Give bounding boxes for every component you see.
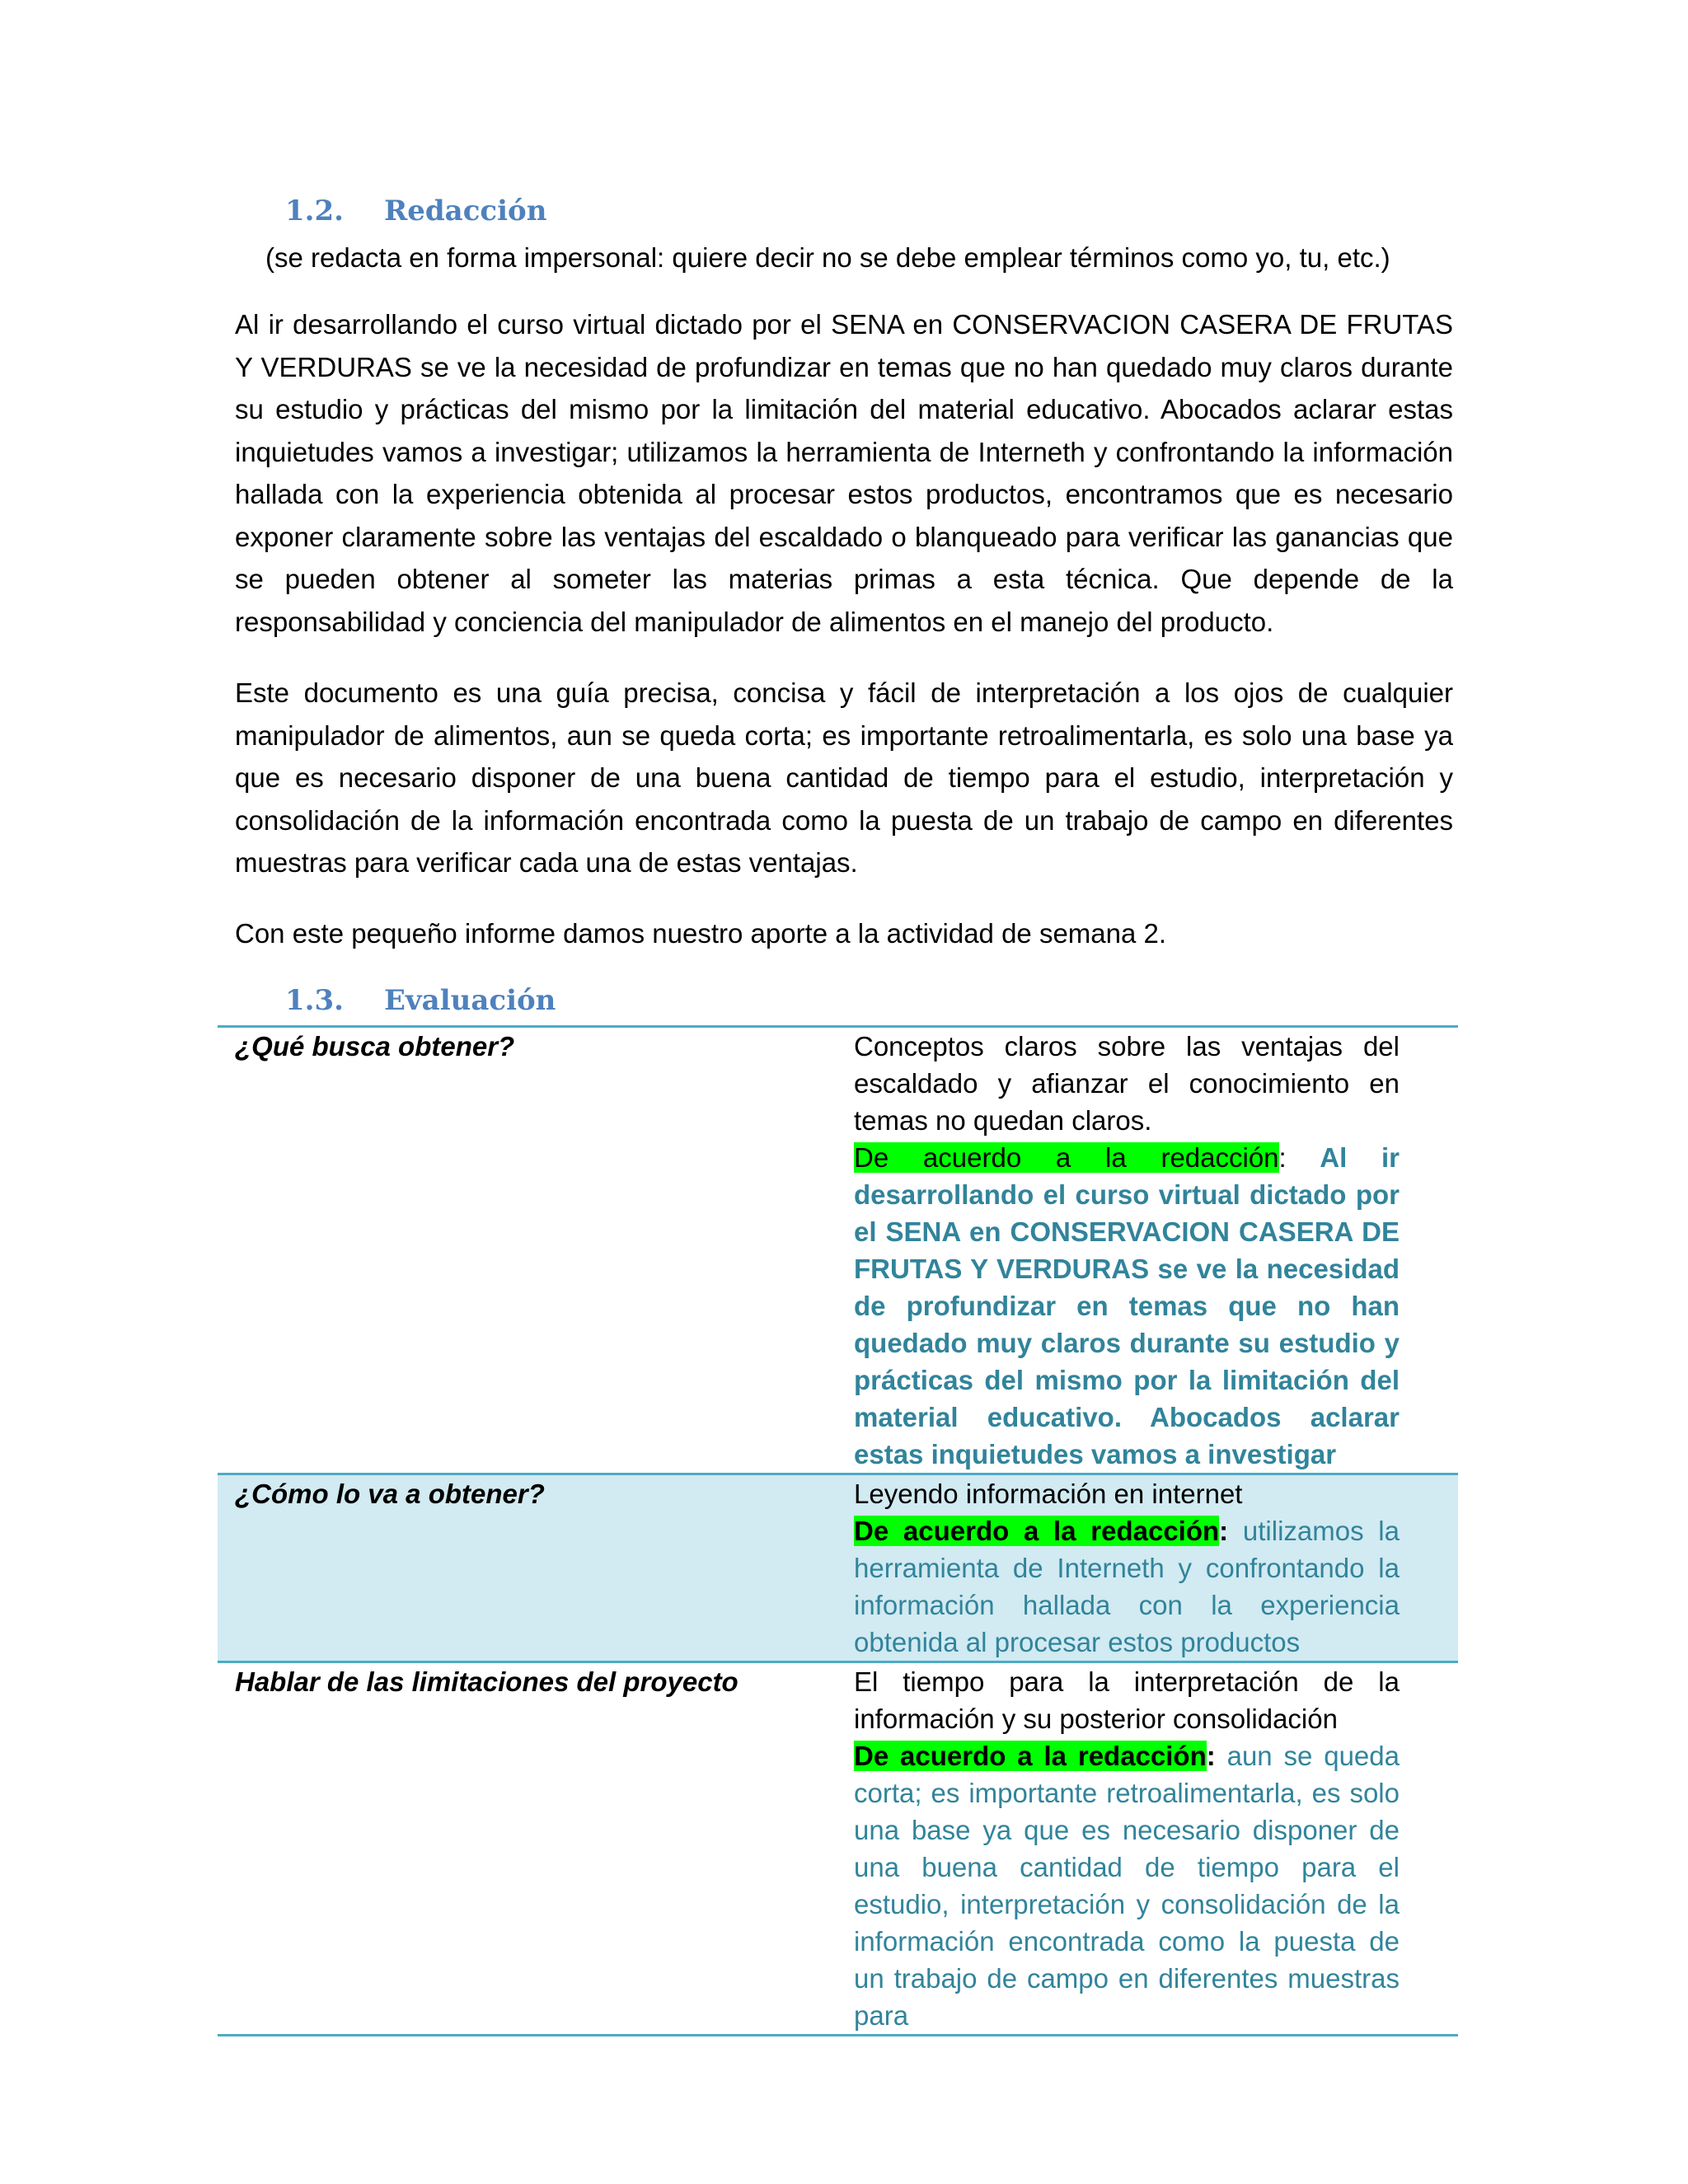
section-heading-redaccion bbox=[285, 194, 546, 227]
row-value-cell bbox=[854, 1663, 1414, 2034]
paragraph-3: Con este pequeño informe damos nuestro aporte a la actividad de semana 2. bbox=[235, 918, 1167, 949]
row-value-cell bbox=[854, 1028, 1414, 1473]
redaccion-note: (se redacta en forma impersonal: quiere decir no se debe emplear términos como yo, tu, etc.) bbox=[265, 242, 1390, 273]
reference-separator: : bbox=[1219, 1516, 1229, 1546]
reference-label: De acuerdo a la redacción bbox=[854, 1741, 1207, 1771]
row-value-cell bbox=[854, 1475, 1414, 1661]
row-label: ¿Cómo lo va a obtener? bbox=[235, 1479, 545, 1509]
reference-text: Al ir desarrollando el curso virtual dictado por el SENA en CONSERVACION CASERA DE FRUTAS Y VERDURAS se ve la necesidad de profundizar en temas que no han quedado muy claros durante su estudio y prácticas del mismo por la limitación del material educativo. Abocados aclarar estas inquietudes vamos a investigar bbox=[854, 1142, 1400, 1469]
section-number: 1.3. bbox=[285, 984, 344, 1017]
section-heading-evaluacion bbox=[285, 984, 556, 1017]
section-title: Redacción bbox=[384, 194, 547, 227]
section-title: Evaluación bbox=[384, 984, 556, 1017]
row-value: Conceptos claros sobre las ventajas del escaldado y afianzar el conocimiento en temas no quedan claros. bbox=[854, 1031, 1400, 1136]
table-row bbox=[218, 1028, 1458, 1473]
table-row bbox=[218, 1473, 1458, 1661]
reference-label: De acuerdo a la redacción bbox=[854, 1142, 1279, 1173]
row-label: Hablar de las limitaciones del proyecto bbox=[235, 1666, 738, 1697]
row-value: Leyendo información en internet bbox=[854, 1479, 1243, 1509]
section-number: 1.2. bbox=[285, 194, 344, 227]
reference-label: De acuerdo a la redacción bbox=[854, 1516, 1220, 1546]
row-value: El tiempo para la interpretación de la información y su posterior consolidación bbox=[854, 1666, 1400, 1734]
reference-separator: : bbox=[1278, 1142, 1287, 1173]
paragraph-2: Este documento es una guía precisa, concisa y fácil de interpretación a los ojos de cualquier manipulador de alimentos, aun se queda corta; es importante retroalimentarla, es solo una base ya que es necesario disponer de una buena cantidad de tiempo para el estudio, interpretación y consolidación de la información encontrada como la puesta de un trabajo de campo en diferentes muestras para verificar cada una de estas ventajas. bbox=[235, 677, 1453, 878]
reference-text: aun se queda corta; es importante retroalimentarla, es solo una base ya que es necesario disponer de una buena cantidad de tiempo para el estudio, interpretación y consolidación de la información encontrada como la puesta de un trabajo de campo en diferentes muestras para bbox=[854, 1741, 1400, 2031]
table-row bbox=[218, 1661, 1458, 2034]
reference-separator: : bbox=[1206, 1741, 1216, 1771]
reference-text: utilizamos la herramienta de Interneth y confrontando la información hallada con la experiencia obtenida al procesar estos productos bbox=[854, 1516, 1400, 1657]
paragraph-1: Al ir desarrollando el curso virtual dictado por el SENA en CONSERVACION CASERA DE FRUTAS Y VERDURAS se ve la necesidad de profundizar en temas que no han quedado muy claros durante su estudio y prácticas del mismo por la limitación del material educativo. Abocados aclarar estas inquietudes vamos a investigar; utilizamos la herramienta de Interneth y confrontando la información hallada con la experiencia obtenida al procesar estos productos, encontramos que es necesario exponer claramente sobre las ventajas del escaldado o blanqueado para verificar las ganancias que se pueden obtener al someter las materias primas a esta técnica. Que depende de la responsabilidad y conciencia del manipulador de alimentos en el manejo del producto. bbox=[235, 309, 1453, 637]
evaluation-table bbox=[218, 1025, 1458, 2036]
row-label: ¿Qué busca obtener? bbox=[235, 1031, 515, 1062]
